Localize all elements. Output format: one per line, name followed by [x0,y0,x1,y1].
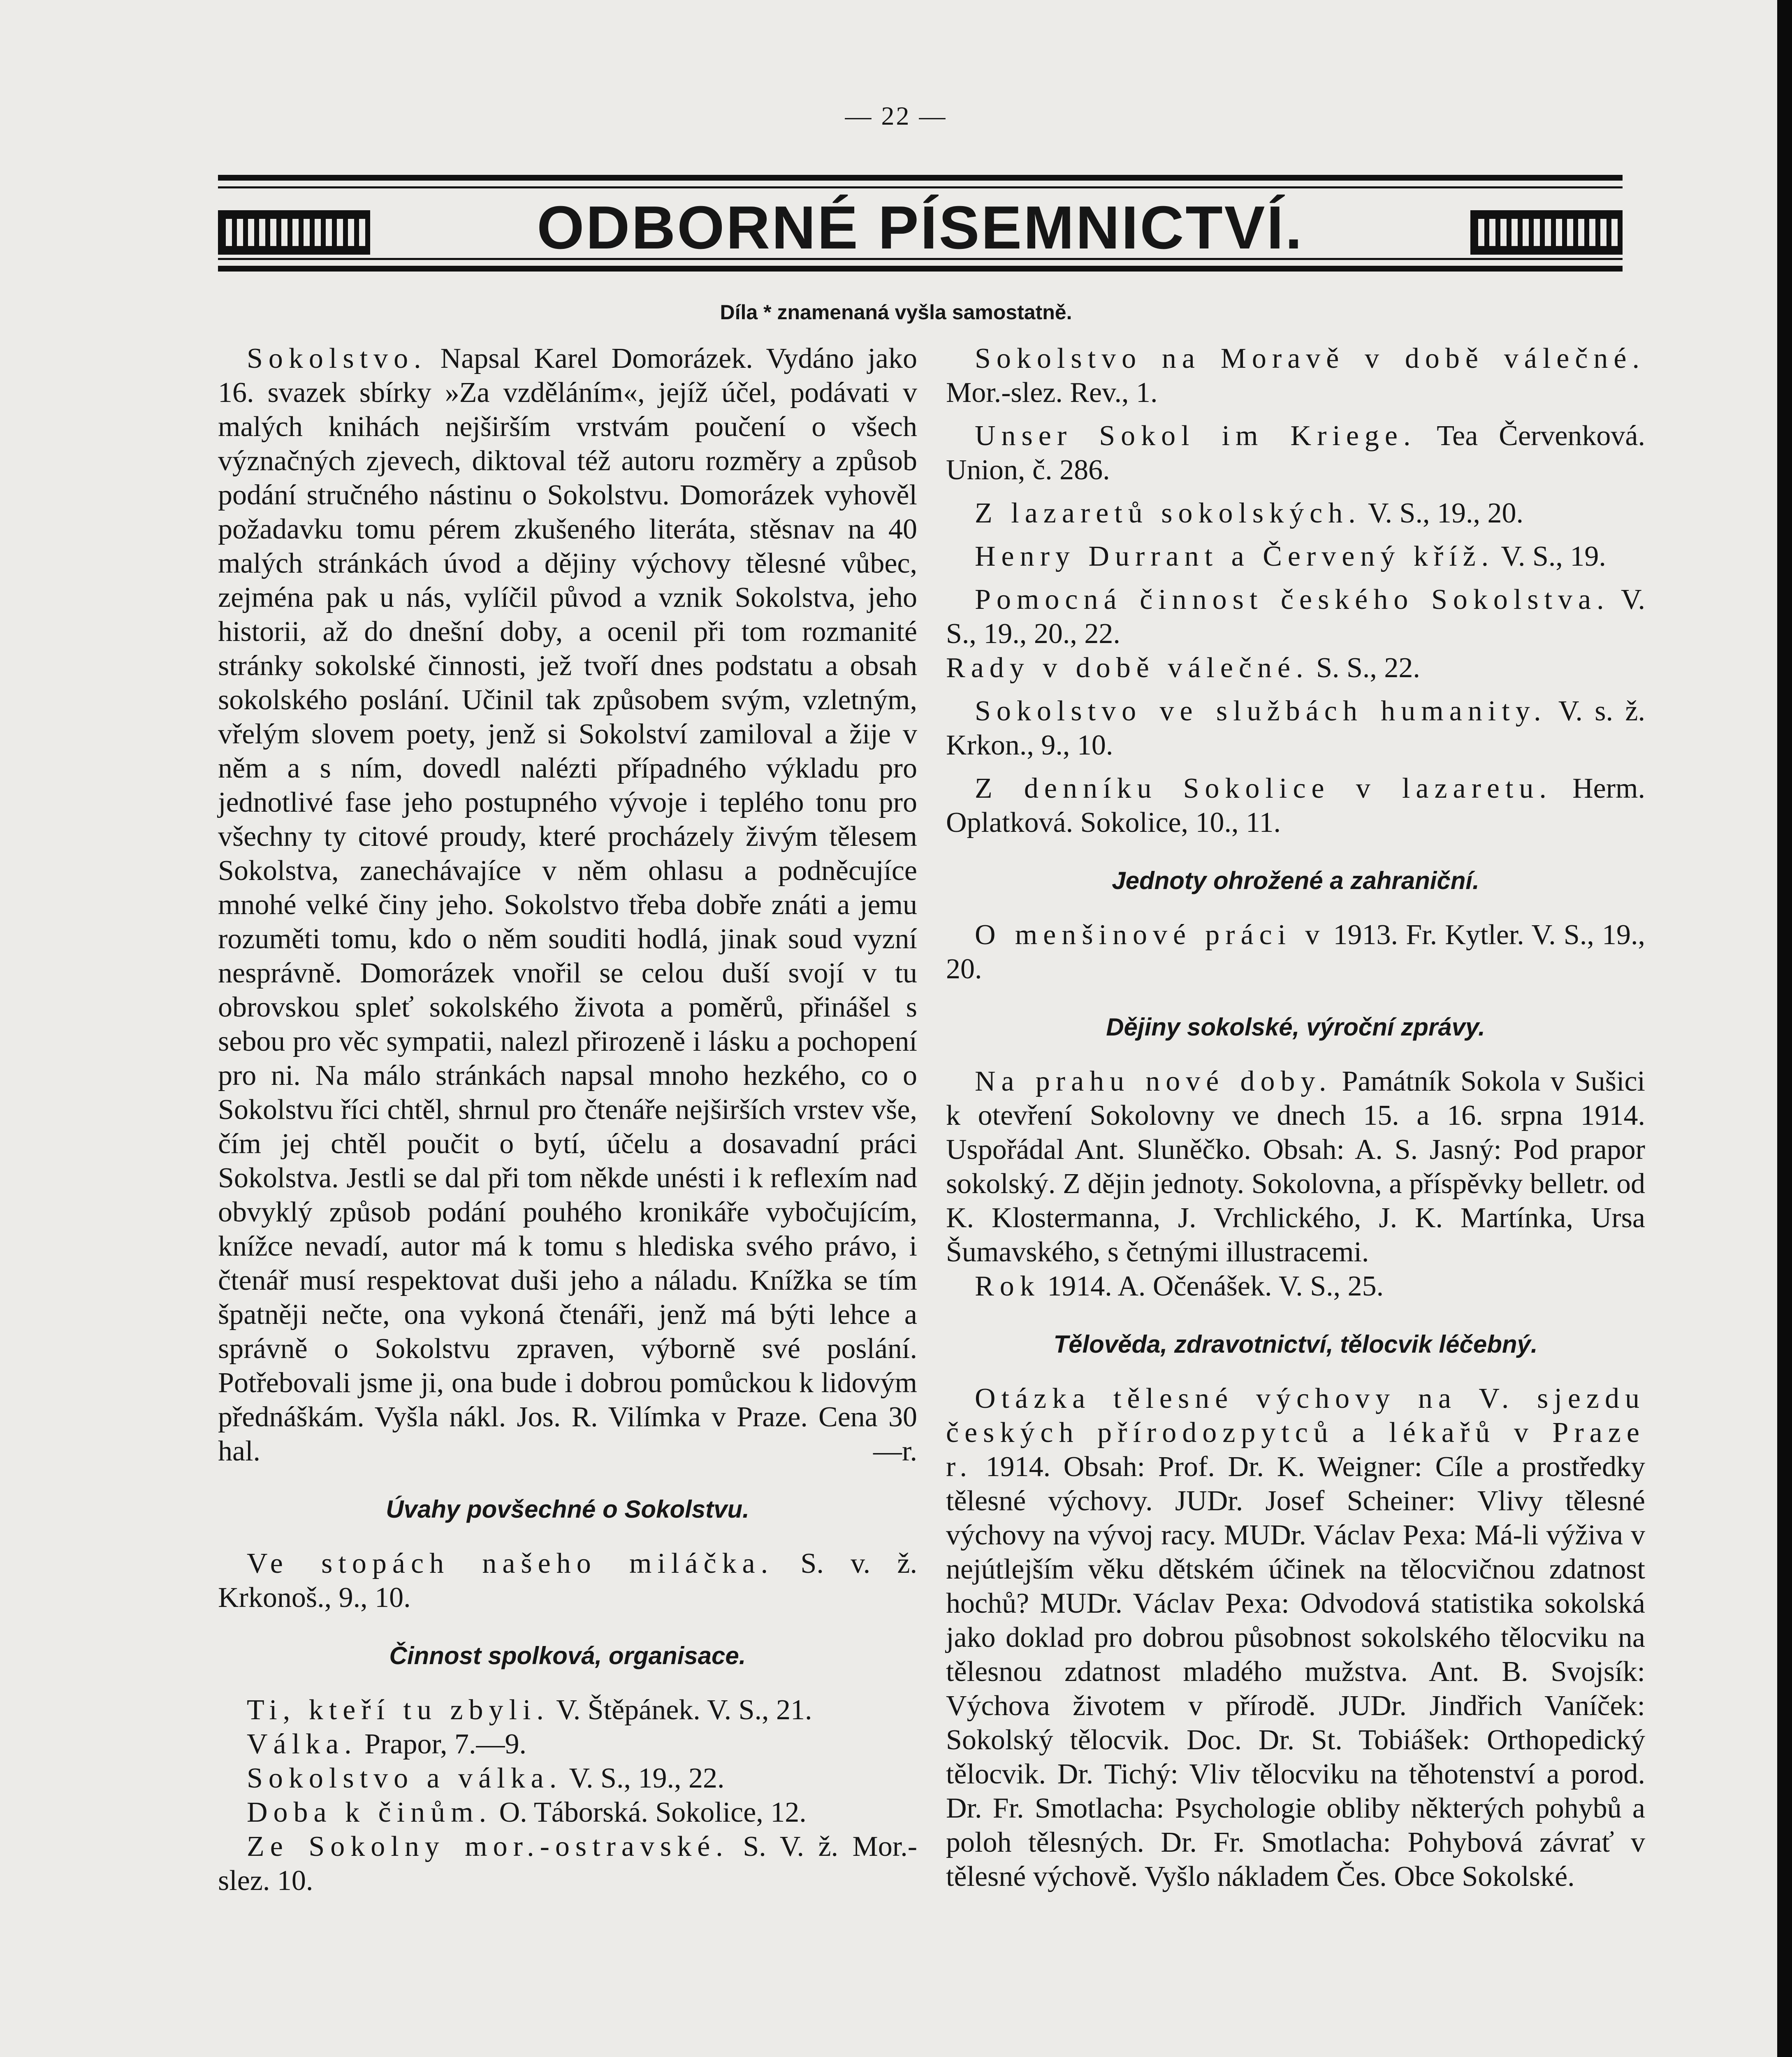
entry-ref: V. S., 19., 22. [569,1762,725,1794]
page-number: — 22 — [845,101,947,130]
left-column [218,341,917,1898]
entry-ref: V. S., 19. [1501,541,1606,572]
entry-ref: S. v. ž. Krkonoš., 9., 10. [218,1548,917,1614]
entry-title: Ti, kteří tu zbyli. [247,1694,549,1726]
entry-title: Pomocná činnost českého Sokolstva. [975,584,1610,615]
bibliography-entry [946,419,1645,487]
bibliography-entry [946,1381,1645,1894]
bibliography-entry [946,583,1645,651]
bibliography-entry [946,651,1645,685]
entry-ref: Mor.-slez. Rev., 1. [946,377,1158,409]
entry-title: O menšinové práci v [975,919,1326,951]
section-heading: Jednoty ohrožené a zahraniční. [1112,867,1479,894]
entry-ref: S. V. ž. Mor.-slez. 10. [218,1831,918,1897]
review-signature: —r. [873,1435,917,1467]
entry-ref: V. S., 19., 20., 22. [946,584,1645,650]
entry-title: Z lazaretů sokolských. [975,497,1361,529]
review-paragraph [218,341,917,1468]
bibliography-entry [946,539,1645,573]
entry-ref: Tea Červenková. Union, č. 286. [946,420,1645,486]
bibliography-entry [218,1761,917,1795]
entry-title: Doba k činům. [247,1797,492,1828]
entry-title: Na prahu nové doby. [975,1066,1332,1097]
banner-rule [218,186,1623,188]
entry-title: Ze Sokolny mor.-ostravské. [247,1831,729,1862]
entry-title: Ve stopách našeho miláčka. [247,1548,774,1579]
section-heading: Tělověda, zdravotnictví, tělocvik léčebný. [1053,1330,1538,1358]
bibliography-entry [946,918,1645,986]
entry-title: Sokolstvo a válka. [247,1762,563,1794]
section-heading: Úvahy povšechné o Sokolstvu. [386,1495,749,1523]
entry-ref: V. s. ž. Krkon., 9., 10. [946,695,1645,761]
page-title: ODBORNÉ PÍSEMNICTVÍ. [537,194,1304,262]
entry-ref: S. S., 22. [1316,652,1420,684]
entry-ref: Herm. Oplatková. Sokolice, 10., 11. [946,773,1646,838]
entry-title: Sokolstvo ve službách humanity. [975,695,1547,727]
right-column [946,341,1645,1894]
bibliography-entry [946,1064,1645,1269]
review-text: Napsal Karel Domorázek. Vydáno jako 16. svazek sbírky »Za vzděláním«, jejíž účel, podávati v malých knihách nejširším vrstvám poučení o všech význačných zjevech, diktoval též autoru rozměry a způsob podání stručného nástinu o Sokolstvu. Domorázek vyhověl požadavku tomu pérem zkušeného literáta, stěsnav na 40 malých stránkách úvod a dějiny výchovy tělesné vůbec, zejména pak u nás, vylíčil původ a vznik Sokolstva, jeho historii, až do dnešní doby, a ocenil při tom rozmanité stránky sokolské činnosti, jež tvoří dnes podstatu a obsah sokolského poslání. Učinil tak způsobem svým, vzletným, vřelým slovem poety, jenž si Sokolství zamiloval a žije v něm a s ním, dovedl nalézti případného výkladu pro jednotlivé fase jeho postupného vývoje i teplého tonu pro všechny ty citové proudy, které procházely živým tělesem Sokolstva, zanechávajíce v něm ohlasu a podněcujíce mnohé velké činy jeho. Sokolstvo třeba dobře znáti a jemu rozuměti tomu, kdo o něm souditi hodlá, jinak soud vyzní nesprávně. Domorázek vnořil se celou duší svojí v tu obrovskou spleť sokolského života a poměrů, přinášel s sebou pro věc sympatii, nalezl přirozeně i lásku a pochopení pro ni. Na málo stránkách napsal mnoho hezkého, co o Sokolstvu říci chtěl, shrnul pro čtenáře nejširších vrstev vše, čím jej chtěl poučit o bytí, účelu a dosavadní práci Sokolstva. Jestli se dal při tom někde unésti i k reflexím nad obvyklý způsob podání pouhého kronikáře vybočujícím, knížce nevadí, autor má k tomu s hlediska svého právo, i čtenář musí respektovat duši jeho a náladu. Knížka se tím špatněji nečte, ona vykoná čtenáři, jenž má býti lehce a správně o Sokolstvu zpraven, výborně své poslání. Potřebovali jsme ji, ona bude i dobrou pomůckou k lidovým přednáškám. Vyšla nákl. Jos. R. Vilímka v Praze. Cena 30 hal. [218,343,917,1467]
bibliography-entry [946,341,1645,410]
entry-title: Rok [975,1270,1040,1302]
entry-ref: V. S., 19., 20. [1368,497,1523,529]
entry-ref: O. Táborská. Sokolice, 12. [499,1797,807,1828]
bibliography-entry [946,771,1645,840]
entry-title: Rady v době válečné. [946,652,1309,684]
bibliography-entry [218,1727,917,1761]
entry-title: Válka. [247,1728,357,1760]
bibliography-entry [218,1693,917,1727]
subtitle-note: Díla * znamenaná vyšla samostatně. [720,301,1072,324]
entry-ref: Památník Sokola v Sušici k otevření Sokolovny ve dnech 15. a 16. srpna 1914. Uspořádal Ant. Sluněčko. Obsah: A. S. Jasný: Pod prapor sokolský. Z dějin jednoty. Sokolovna, a příspěvky belletr. od K. Klostermanna, J. Vrchlického, J. K. Martínka, Ursa Šumavského, s četnými illustracemi. [946,1066,1646,1268]
entry-ref: V. Štěpánek. V. S., 21. [556,1694,812,1726]
entry-ref: Prapor, 7.—9. [364,1728,526,1760]
section-heading: Činnost spolková, organisace. [389,1642,746,1669]
bibliography-entry [946,694,1645,762]
entry-ref: 1913. Fr. Kytler. V. S., 19., 20. [946,919,1646,985]
balustrade-ornament-right [1470,210,1623,255]
bibliography-entry [218,1829,917,1898]
bibliography-entry [218,1546,917,1615]
review-title: Sokolstvo. [247,343,427,374]
entry-title: Sokolstvo na Moravě v době válečné. [975,343,1645,374]
balustrade-ornament-left [218,210,370,255]
bibliography-entry [218,1795,917,1829]
entry-ref: 1914. A. Očenášek. V. S., 25. [1047,1270,1384,1302]
title-banner [218,175,1623,272]
entry-ref: 1914. Obsah: Prof. Dr. K. Weigner: Cíle a prostředky tělesné výchovy. JUDr. Josef Scheiner: Vlivy tělesné výchovy na vývoj racy. MUDr. Václav Pexa: Má-li výživa v nejútlejším věku dětském účinek na tělocvičnou zdatnost hochů? MUDr. Václav Pexa: Odvodová statistika sokolská jako doklad pro dobrou působnost sokolského tělocviku na tělesnou zdatnost mladého mužstva. Ant. B. Svojsík: Výchova životem v přírodě. JUDr. Jindřich Vaníček: Sokolský tělocvik. Doc. Dr. St. Tobiášek: Orthopedický tělocvik. Dr. Tichý: Vliv tělocviku na těhotenství a porod. Dr. Fr. Smotlacha: Psychologie obliby některých pohybů a poloh tělesných. Dr. Fr. Smotlacha: Pohybová závrať v tělesné výchově. Vyšlo nákladem Čes. Obce Sokolské. [946,1451,1645,1892]
entry-title: Henry Durrant a Červený kříž. [975,541,1495,572]
bibliography-entry [946,496,1645,530]
entry-title: Otázka tělesné výchovy na V. sjezdu českých přírodozpytců a lékařů v Praze r. [946,1383,1645,1483]
bibliography-entry [946,1269,1645,1303]
entry-title: Z denníku Sokolice v lazaretu. [975,773,1552,804]
section-heading: Dějiny sokolské, výroční zprávy. [1106,1013,1485,1041]
entry-title: Unser Sokol im Kriege. [975,420,1416,452]
